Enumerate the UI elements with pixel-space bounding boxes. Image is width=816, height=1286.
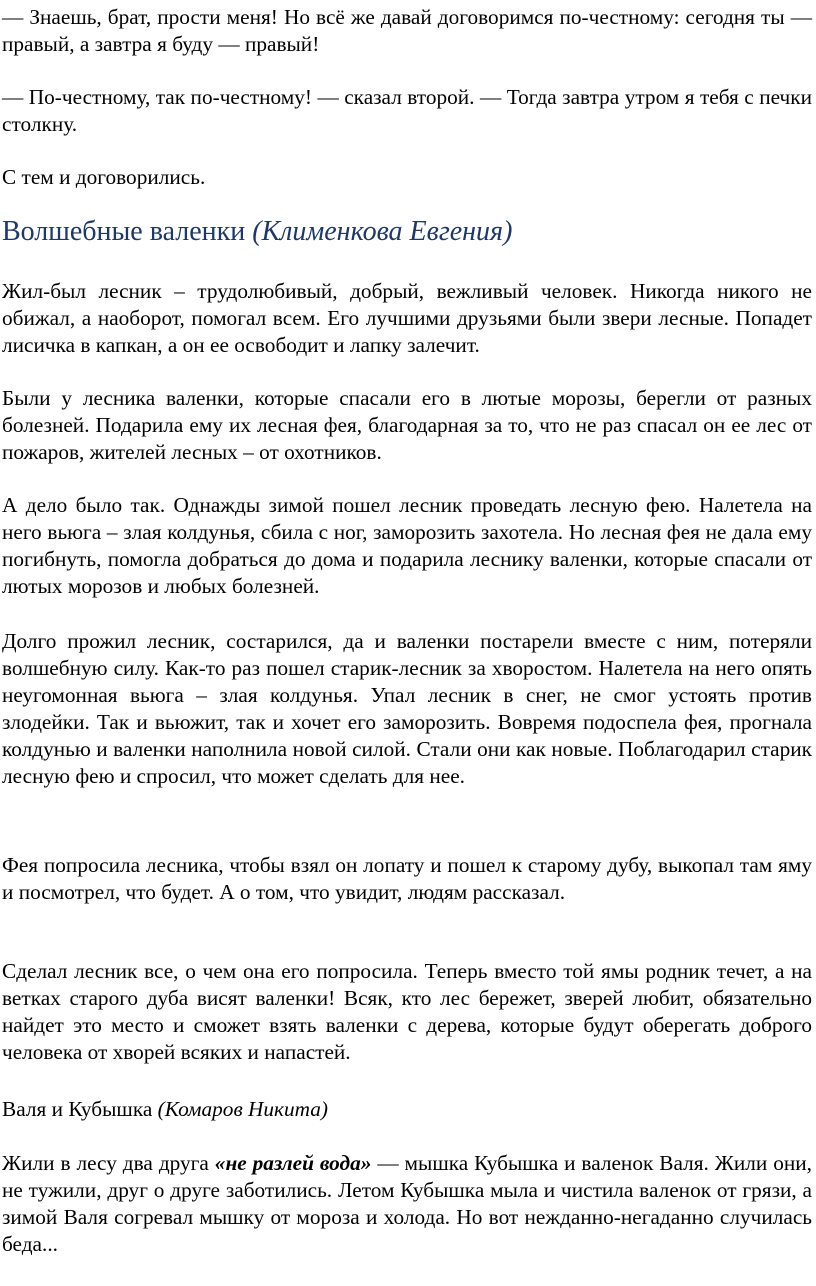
- dialogue-paragraph-2: — По-честному, так по-честному! — сказал второй. — Тогда завтра утром я тебя с печки столкну.: [2, 85, 812, 136]
- story-title-magic-valenki: [2, 214, 512, 250]
- story-title-valya-kubyshka: [2, 1096, 328, 1123]
- story2-author: (Комаров Никита): [157, 1097, 329, 1121]
- story2-text-end: — мышка Кубышка и валенок Валя. Жили они, не тужили, друг о друге заботились. Летом Кубышка мыла и чистила валенок от грязи, а зимой Валя согревал мышку от мороза и холода. Но вот нежданно-негаданно случилась беда...: [2, 1151, 812, 1256]
- story2-text-start: Жили в лесу два друга: [2, 1151, 215, 1175]
- story-author: (Клименкова Евгения): [252, 216, 513, 247]
- story2-title-text: Валя и Кубышка: [2, 1097, 158, 1121]
- story2-paragraph-1: [2, 1150, 812, 1258]
- story1-paragraph-5: Фея попросила лесника, чтобы взял он лопату и пошел к старому дубу, выкопал там яму и посмотрел, что будет. А о том, что увидит, людям рассказал.: [2, 853, 812, 904]
- story-title-text: Волшебные валенки: [2, 216, 253, 247]
- story2-emphasis: «не разлей вода»: [214, 1151, 372, 1175]
- story1-paragraph-3: А дело было так. Однажды зимой пошел лесник проведать лесную фею. Налетела на него вьюга – злая колдунья, сбила с ног, заморозить захотела. Но лесная фея не дала ему погибнуть, помогла добраться до дома и подарила леснику валенки, которые спасали от лютых морозов и любых болезней.: [2, 493, 812, 598]
- story1-paragraph-1: Жил-был лесник – трудолюбивый, добрый, вежливый человек. Никогда никого не обижал, а наоборот, помогал всем. Его лучшими друзьями были звери лесные. Попадет лисичка в капкан, а он ее освободит и лапку залечит.: [2, 279, 812, 357]
- story1-paragraph-2: Были у лесника валенки, которые спасали его в лютые морозы, берегли от разных болезней. Подарила ему их лесная фея, благодарная за то, что не раз спасал он ее лес от пожаров, жителей лесных – от охотников.: [2, 386, 812, 464]
- dialogue-paragraph-1: — Знаешь, брат, прости меня! Но всё же давай договоримся по-честному: сегодня ты — правый, а завтра я буду — правый!: [2, 5, 812, 56]
- story1-paragraph-4: Долго прожил лесник, состарился, да и валенки постарели вместе с ним, потеряли волшебную силу. Как-то раз пошел старик-лесник за хворостом. Налетела на него опять неугомонная вьюга – злая колдунья. Упал лесник в снег, не смог устоять против злодейки. Так и вьюжит, так и хочет его заморозить. Вовремя подоспела фея, прогнала колдунью и валенки наполнила новой силой. Стали они как новые. Поблагодарил старик лесную фею и спросил, что может сделать для нее.: [2, 629, 812, 788]
- closing-paragraph: С тем и договорились.: [2, 165, 206, 189]
- story1-paragraph-6: Сделал лесник все, о чем она его попросила. Теперь вместо той ямы родник течет, а на ветках старого дуба висят валенки! Всяк, кто лес бережет, зверей любит, обязательно найдет это место и сможет взять валенки с дерева, которые будут оберегать доброго человека от хворей всяких и напастей.: [2, 959, 812, 1064]
